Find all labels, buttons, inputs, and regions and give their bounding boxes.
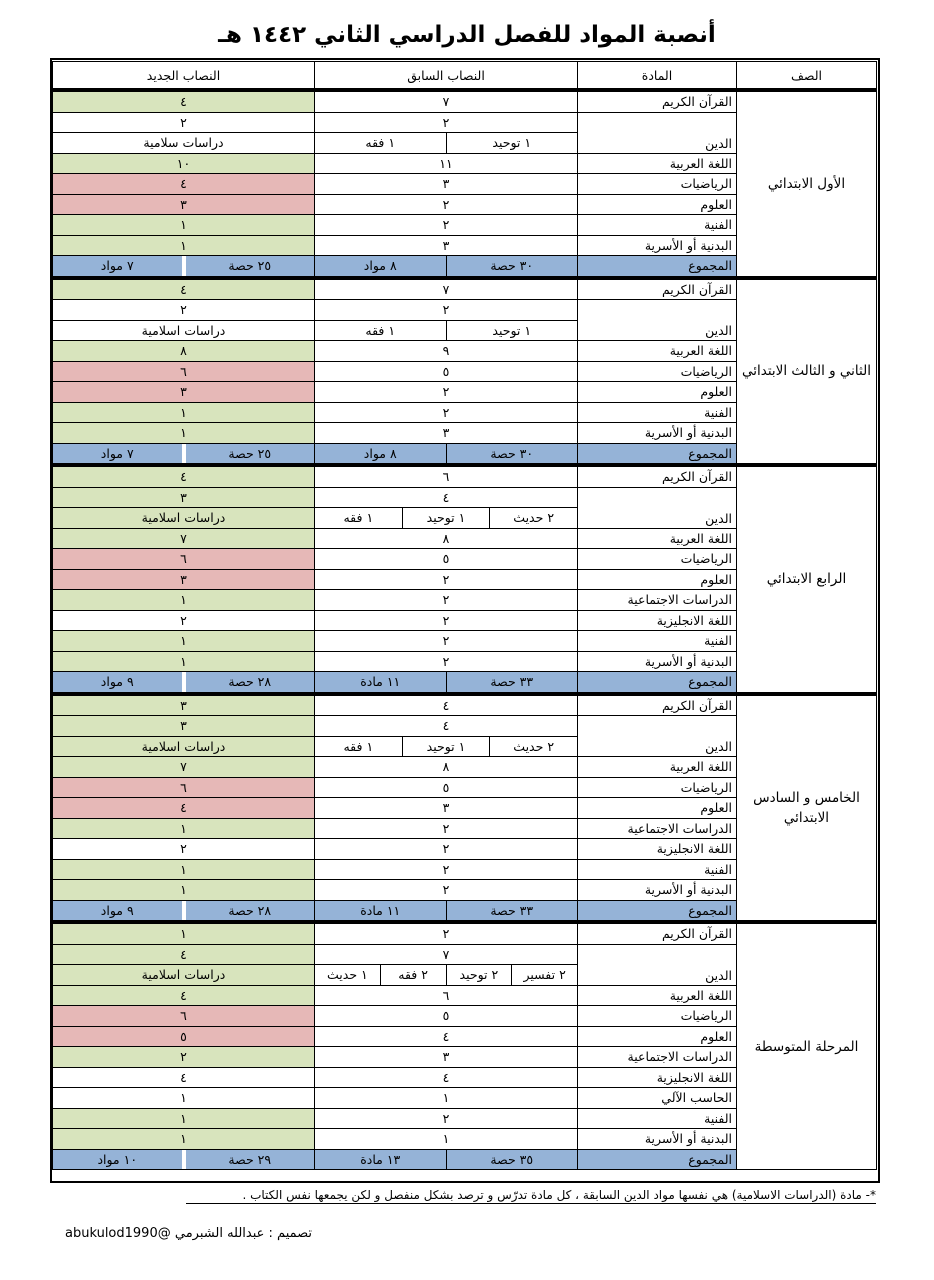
old-part: ٢ فقه bbox=[380, 965, 446, 985]
new-subjects: ٧ مواد bbox=[100, 445, 134, 461]
subject-cell: البدنية أو الأسرية bbox=[578, 1129, 737, 1150]
new-periods: ٢٩ حصة bbox=[182, 1150, 315, 1170]
new-value: ٧ bbox=[53, 528, 315, 549]
new-value: ٣ bbox=[53, 382, 315, 403]
old-value: ٢ bbox=[315, 859, 578, 880]
subject-cell: الرياضيات bbox=[578, 549, 737, 570]
subject-cell: الفنية bbox=[578, 1108, 737, 1129]
old-value: ٢ bbox=[315, 402, 578, 423]
subject-cell: اللغة الانجليزية bbox=[578, 1067, 737, 1088]
subject-cell: العلوم bbox=[578, 194, 737, 215]
old-value: ٤ bbox=[315, 694, 578, 716]
subject-cell: القرآن الكريم bbox=[578, 923, 737, 945]
table-row bbox=[53, 278, 877, 300]
old-value: ١١ bbox=[315, 153, 578, 174]
new-total bbox=[53, 1149, 315, 1170]
old-periods: ٣٥ حصة bbox=[446, 1150, 578, 1170]
old-value: ٣ bbox=[315, 423, 578, 444]
new-value: ٣ bbox=[53, 194, 315, 215]
subject-cell: الفنية bbox=[578, 631, 737, 652]
subject-cell: اللغة الانجليزية bbox=[578, 610, 737, 631]
subject-cell: العلوم bbox=[578, 798, 737, 819]
old-breakdown bbox=[315, 736, 578, 757]
table-row bbox=[53, 466, 877, 488]
subject-cell: الدراسات الاجتماعية bbox=[578, 818, 737, 839]
new-periods: ٢٥ حصة bbox=[182, 256, 315, 276]
old-value: ٥ bbox=[315, 361, 578, 382]
new-value: ٤ bbox=[53, 174, 315, 195]
new-value: ٦ bbox=[53, 361, 315, 382]
old-periods: ٣٠ حصة bbox=[446, 256, 578, 276]
grade-label: الرابع الابتدائي bbox=[737, 466, 877, 693]
new-value: ٢ bbox=[53, 610, 315, 631]
subject-cell: الدين bbox=[578, 944, 737, 985]
subject-cell: الدراسات الاجتماعية bbox=[578, 590, 737, 611]
new-value: ٤ bbox=[53, 944, 315, 965]
header-old: النصاب السابق bbox=[315, 62, 578, 89]
subject-cell: البدنية أو الأسرية bbox=[578, 880, 737, 901]
page-title: أنصبة المواد للفصل الدراسي الثاني ١٤٤٢ هـ bbox=[218, 22, 716, 48]
old-periods: ٣٠ حصة bbox=[446, 444, 578, 464]
old-value: ٧ bbox=[315, 91, 578, 113]
new-value: ١ bbox=[53, 1108, 315, 1129]
subject-cell: البدنية أو الأسرية bbox=[578, 235, 737, 256]
new-total bbox=[53, 672, 315, 693]
old-value: ٢ bbox=[315, 1108, 578, 1129]
old-part: ١ فقه bbox=[343, 510, 374, 525]
new-label: دراسات اسلامية bbox=[53, 736, 315, 757]
new-value: ٤ bbox=[53, 1067, 315, 1088]
new-label: دراسات اسلامية bbox=[53, 508, 315, 529]
old-value: ٢ bbox=[315, 300, 578, 321]
new-value: ١ bbox=[53, 651, 315, 672]
old-value: ٢ bbox=[315, 923, 578, 945]
subject-cell: الرياضيات bbox=[578, 777, 737, 798]
total-label: المجموع bbox=[578, 443, 737, 464]
grade-block bbox=[52, 464, 877, 693]
new-value: ١ bbox=[53, 631, 315, 652]
old-value: ٦ bbox=[315, 466, 578, 488]
old-value: ٤ bbox=[315, 487, 578, 508]
header-grade: الصف bbox=[737, 62, 877, 89]
old-value: ٢ bbox=[315, 651, 578, 672]
new-value: ٧ bbox=[53, 757, 315, 778]
old-value: ٥ bbox=[315, 549, 578, 570]
new-value: ١ bbox=[53, 818, 315, 839]
subject-cell: اللغة العربية bbox=[578, 757, 737, 778]
old-value: ٢ bbox=[315, 569, 578, 590]
new-value: ١ bbox=[53, 590, 315, 611]
old-total bbox=[315, 256, 578, 277]
subject-cell: اللغة الانجليزية bbox=[578, 839, 737, 860]
grade-label: المرحلة المتوسطة bbox=[737, 923, 877, 1170]
old-subjects: ١١ مادة bbox=[360, 902, 401, 918]
subject-cell: الدين bbox=[578, 112, 737, 153]
new-value: ١ bbox=[53, 402, 315, 423]
old-breakdown bbox=[315, 965, 578, 986]
old-part: ١ فقه bbox=[343, 738, 374, 754]
designer-credit: تصميم : عبدالله الشبرمي @abukulod1990 bbox=[65, 1226, 313, 1241]
new-value: ١ bbox=[53, 859, 315, 880]
new-value: ٥ bbox=[53, 1026, 315, 1047]
new-value: ٦ bbox=[53, 549, 315, 570]
old-value: ٦ bbox=[315, 985, 578, 1006]
new-value: ٣ bbox=[53, 694, 315, 716]
new-value: ٦ bbox=[53, 1006, 315, 1027]
subject-cell: اللغة العربية bbox=[578, 341, 737, 362]
new-value: ٣ bbox=[53, 487, 315, 508]
new-value: ١ bbox=[53, 880, 315, 901]
old-total bbox=[315, 900, 578, 921]
new-value: ٤ bbox=[53, 278, 315, 300]
subject-cell: البدنية أو الأسرية bbox=[578, 651, 737, 672]
total-label: المجموع bbox=[578, 900, 737, 921]
new-value: ١ bbox=[53, 215, 315, 236]
old-part: ١ توحيد bbox=[446, 321, 578, 341]
subject-cell: القرآن الكريم bbox=[578, 91, 737, 113]
curriculum-table bbox=[53, 61, 877, 1170]
subject-cell: اللغة العربية bbox=[578, 985, 737, 1006]
new-value: ٣ bbox=[53, 716, 315, 737]
header-row bbox=[53, 62, 877, 89]
new-subjects: ٩ مواد bbox=[100, 902, 134, 918]
old-value: ٢ bbox=[315, 818, 578, 839]
new-subjects: ٩ مواد bbox=[100, 674, 134, 689]
old-part: ٢ تفسير bbox=[511, 965, 577, 985]
old-value: ٨ bbox=[315, 757, 578, 778]
old-value: ٤ bbox=[315, 1067, 578, 1088]
old-part: ١ توحيد bbox=[446, 133, 578, 153]
old-periods: ٣٣ حصة bbox=[446, 901, 578, 921]
new-value: ٢ bbox=[53, 112, 315, 133]
old-subjects: ٨ مواد bbox=[363, 258, 397, 273]
subject-cell: القرآن الكريم bbox=[578, 466, 737, 488]
old-value: ٢ bbox=[315, 880, 578, 901]
old-part: ١ حديث bbox=[327, 967, 368, 982]
subject-cell: اللغة العربية bbox=[578, 528, 737, 549]
old-breakdown bbox=[315, 133, 578, 154]
new-value: ١ bbox=[53, 423, 315, 444]
new-periods: ٢٨ حصة bbox=[182, 672, 315, 692]
header-table bbox=[52, 61, 877, 89]
old-subjects: ١١ مادة bbox=[360, 674, 401, 689]
new-total bbox=[53, 900, 315, 921]
new-value: ٣ bbox=[53, 569, 315, 590]
old-part: ١ توحيد bbox=[402, 737, 490, 757]
new-label: دراسات اسلامية bbox=[53, 320, 315, 341]
old-value: ٩ bbox=[315, 341, 578, 362]
old-total bbox=[315, 672, 578, 693]
new-total bbox=[53, 256, 315, 277]
new-periods: ٢٥ حصة bbox=[182, 444, 315, 464]
new-value: ٤ bbox=[53, 91, 315, 113]
new-label: دراسات سلامية bbox=[53, 133, 315, 154]
new-value: ١ bbox=[53, 235, 315, 256]
new-value: ٤ bbox=[53, 466, 315, 488]
grade-block bbox=[52, 89, 877, 277]
old-part: ٢ توحيد bbox=[446, 965, 512, 985]
old-value: ٢ bbox=[315, 215, 578, 236]
subject-cell: الدراسات الاجتماعية bbox=[578, 1047, 737, 1068]
subject-cell: اللغة العربية bbox=[578, 153, 737, 174]
subject-cell: القرآن الكريم bbox=[578, 278, 737, 300]
old-part: ١ فقه bbox=[365, 322, 396, 338]
grade-block bbox=[52, 693, 877, 922]
old-value: ٧ bbox=[315, 278, 578, 300]
old-value: ٥ bbox=[315, 777, 578, 798]
new-label: دراسات اسلامية bbox=[53, 965, 315, 986]
new-value: ٨ bbox=[53, 341, 315, 362]
old-value: ٢ bbox=[315, 112, 578, 133]
new-value: ٢ bbox=[53, 300, 315, 321]
old-subjects: ٨ مواد bbox=[363, 445, 397, 461]
old-value: ٨ bbox=[315, 528, 578, 549]
new-subjects: ١٠ مواد bbox=[97, 1151, 138, 1167]
subject-cell: الفنية bbox=[578, 215, 737, 236]
new-value: ١٠ bbox=[53, 153, 315, 174]
grade-blocks bbox=[53, 89, 877, 1170]
grade-block bbox=[52, 277, 877, 465]
header-subject: المادة bbox=[578, 62, 737, 89]
old-value: ٧ bbox=[315, 944, 578, 965]
subject-cell: الرياضيات bbox=[578, 1006, 737, 1027]
footnote: *- مادة (الدراسات الاسلامية) هي نفسها مواد الدين السابقة ، كل مادة تدرّس و ترصد بشكل منفصل و لكن يجمعها نفس الكتاب . bbox=[186, 1187, 876, 1204]
subject-cell: الفنية bbox=[578, 859, 737, 880]
table-row bbox=[53, 91, 877, 113]
new-value: ٦ bbox=[53, 777, 315, 798]
old-value: ٣ bbox=[315, 174, 578, 195]
old-breakdown bbox=[315, 320, 578, 341]
new-value: ١ bbox=[53, 1129, 315, 1150]
subject-cell: البدنية أو الأسرية bbox=[578, 423, 737, 444]
new-total bbox=[53, 443, 315, 464]
subject-cell: الرياضيات bbox=[578, 361, 737, 382]
grade-label: الثاني و الثالث الابتدائي bbox=[737, 278, 877, 464]
new-value: ٢ bbox=[53, 1047, 315, 1068]
old-value: ١ bbox=[315, 1088, 578, 1109]
table-row bbox=[53, 694, 877, 716]
old-part: ٢ حديث bbox=[489, 737, 577, 757]
new-value: ٢ bbox=[53, 839, 315, 860]
new-subjects: ٧ مواد bbox=[100, 258, 134, 273]
old-part: ١ فقه bbox=[365, 135, 396, 150]
total-label: المجموع bbox=[578, 256, 737, 277]
grade-label: الأول الابتدائي bbox=[737, 91, 877, 277]
subject-cell: الفنية bbox=[578, 402, 737, 423]
subject-cell: الدين bbox=[578, 487, 737, 528]
subject-cell: العلوم bbox=[578, 382, 737, 403]
subject-cell: العلوم bbox=[578, 1026, 737, 1047]
old-total bbox=[315, 443, 578, 464]
total-label: المجموع bbox=[578, 1149, 737, 1170]
old-part: ١ توحيد bbox=[402, 508, 490, 528]
old-value: ٣ bbox=[315, 798, 578, 819]
grade-block bbox=[52, 921, 877, 1170]
old-subjects: ١٣ مادة bbox=[360, 1151, 401, 1167]
new-periods: ٢٨ حصة bbox=[182, 901, 315, 921]
old-part: ٢ حديث bbox=[489, 508, 577, 528]
new-value: ١ bbox=[53, 923, 315, 945]
old-value: ٣ bbox=[315, 235, 578, 256]
old-value: ٢ bbox=[315, 590, 578, 611]
new-value: ٤ bbox=[53, 798, 315, 819]
old-value: ٢ bbox=[315, 194, 578, 215]
old-total bbox=[315, 1149, 578, 1170]
header-new: النصاب الجديد bbox=[53, 62, 315, 89]
old-value: ٣ bbox=[315, 1047, 578, 1068]
old-value: ٤ bbox=[315, 1026, 578, 1047]
subject-cell: الدين bbox=[578, 300, 737, 341]
grade-label: الخامس و السادس الابتدائي bbox=[737, 694, 877, 921]
subject-cell: الحاسب الآلي bbox=[578, 1088, 737, 1109]
table-row bbox=[53, 923, 877, 945]
old-value: ٢ bbox=[315, 631, 578, 652]
old-value: ٢ bbox=[315, 382, 578, 403]
new-value: ١ bbox=[53, 1088, 315, 1109]
old-breakdown bbox=[315, 508, 578, 529]
old-value: ٢ bbox=[315, 839, 578, 860]
old-value: ١ bbox=[315, 1129, 578, 1150]
subject-cell: الدين bbox=[578, 716, 737, 757]
old-value: ٥ bbox=[315, 1006, 578, 1027]
old-value: ٤ bbox=[315, 716, 578, 737]
total-label: المجموع bbox=[578, 672, 737, 693]
subject-cell: الرياضيات bbox=[578, 174, 737, 195]
new-value: ٤ bbox=[53, 985, 315, 1006]
old-periods: ٣٣ حصة bbox=[446, 672, 578, 692]
subject-cell: القرآن الكريم bbox=[578, 694, 737, 716]
subject-cell: العلوم bbox=[578, 569, 737, 590]
old-value: ٢ bbox=[315, 610, 578, 631]
